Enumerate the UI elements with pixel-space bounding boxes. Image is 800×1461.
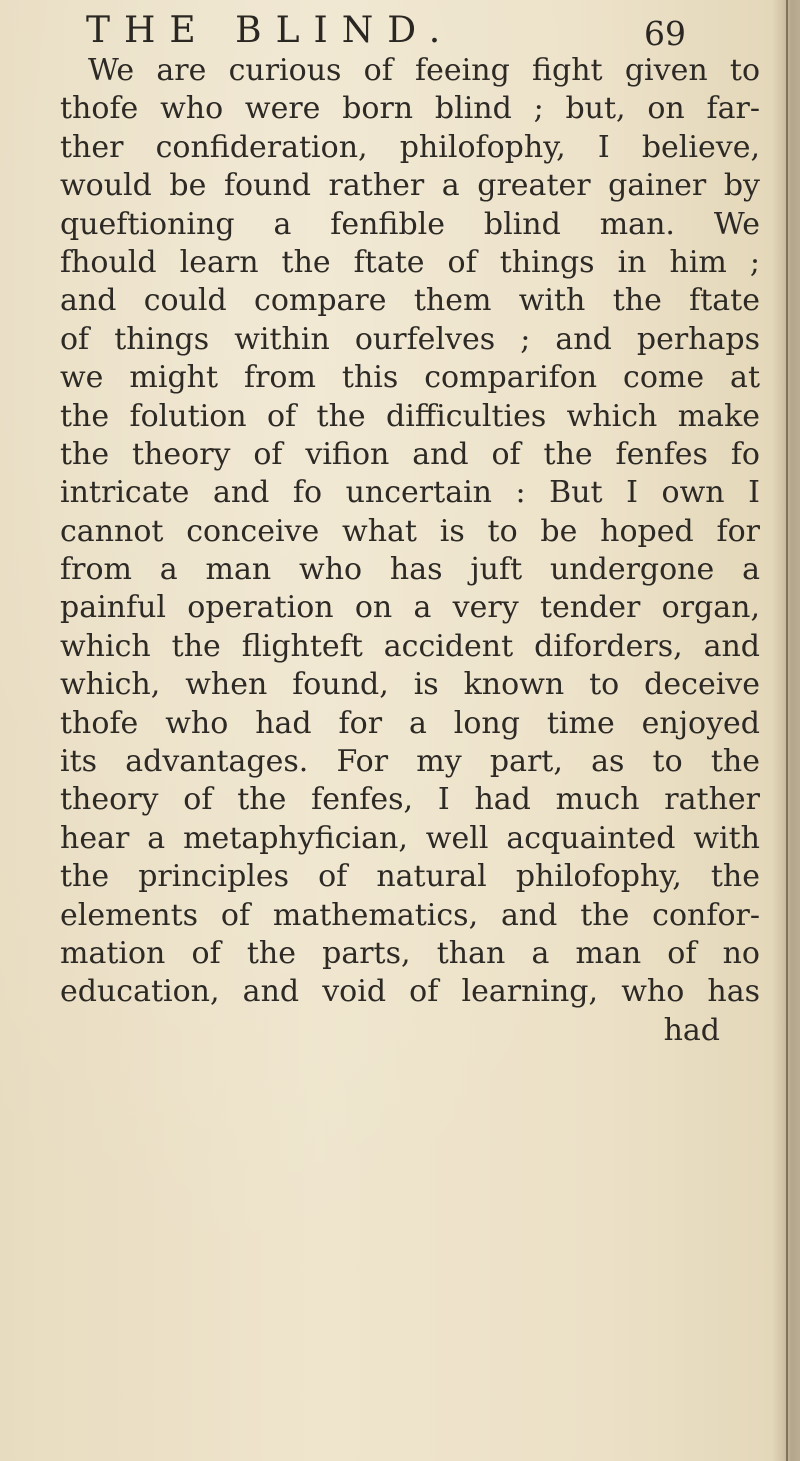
text-line: which, when found, is known to deceive — [60, 667, 760, 703]
text-line: intricate and fo uncertain : But I own I — [60, 475, 760, 511]
catchword: had — [663, 1012, 720, 1048]
text-line: from a man who has juft undergone a — [60, 552, 760, 588]
text-line: hear a metaphyfician, well acquainted with — [60, 820, 760, 856]
text-line: we might from this comparifon come at — [60, 360, 760, 396]
page-title: THE BLIND. — [86, 10, 455, 51]
running-head — [86, 10, 686, 58]
body-text — [60, 52, 760, 1050]
text-line: education, and void of learning, who has — [60, 974, 760, 1010]
text-line: We are curious of feeing fight given to — [88, 53, 760, 88]
text-line: thofe who were born blind ; but, on far- — [60, 91, 760, 127]
text-line: theory of the fenfes, I had much rather — [60, 782, 760, 818]
text-line: of things within ourfelves ; and perhaps — [60, 321, 760, 357]
page-edge-line — [786, 0, 788, 1461]
text-line: the theory of vifion and of the fenfes fo — [60, 436, 760, 472]
text-line: mation of the parts, than a man of no — [60, 935, 760, 971]
page-number: 69 — [644, 14, 686, 53]
text-line: painful operation on a very tender organ, — [60, 590, 760, 626]
text-line: ther confideration, philofophy, I believe, — [60, 129, 760, 165]
text-line: cannot conceive what is to be hoped for — [60, 513, 760, 549]
text-line: and could compare them with the ftate — [60, 283, 760, 319]
text-line: which the flighteft accident diforders, and — [60, 628, 760, 664]
text-line: its advantages. For my part, as to the — [60, 744, 760, 780]
text-line: the folution of the difficulties which make — [60, 398, 760, 434]
text-line: elements of mathematics, and the confor- — [60, 897, 760, 933]
text-line: fhould learn the ftate of things in him ; — [60, 244, 760, 280]
text-line: the principles of natural philofophy, the — [60, 859, 760, 895]
text-line: thofe who had for a long time enjoyed — [60, 705, 760, 741]
text-line: would be found rather a greater gainer by — [60, 168, 760, 204]
text-line: queftioning a fenfible blind man. We — [60, 206, 760, 242]
